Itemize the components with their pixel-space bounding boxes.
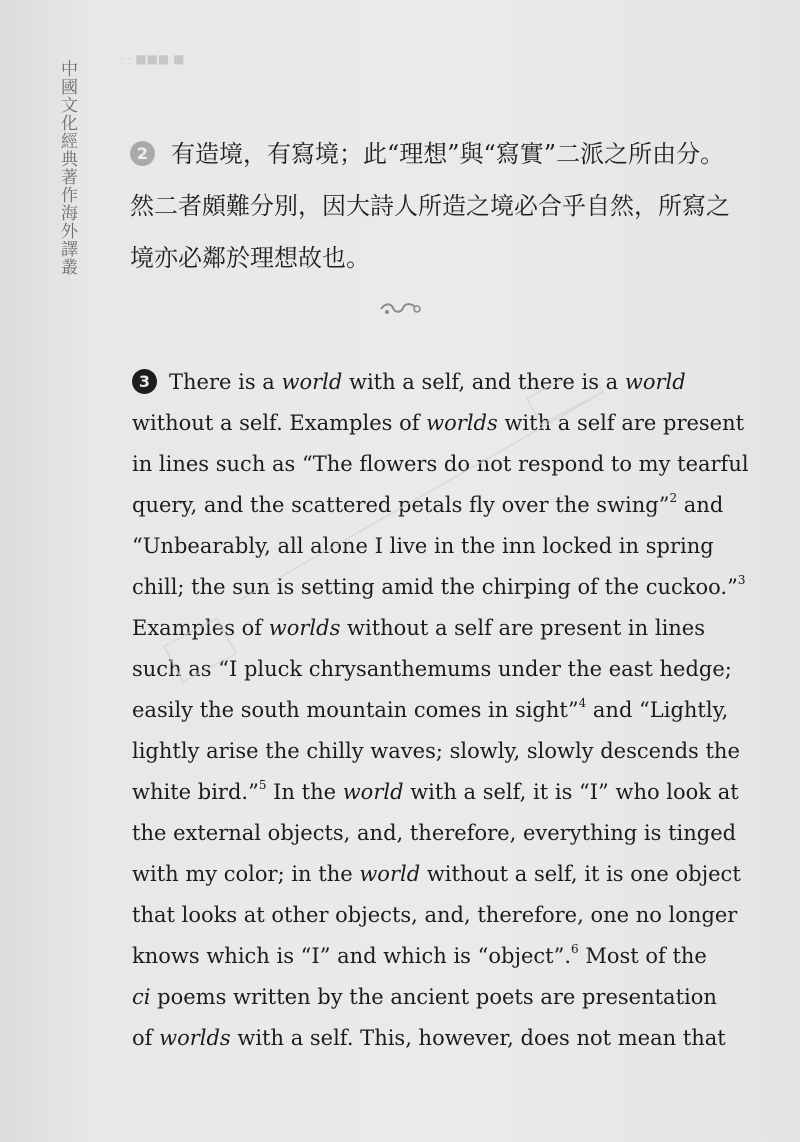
en-line (132, 567, 772, 608)
italic-term: world (281, 370, 343, 394)
series-title-vertical: 中國文化經典著作海外譯叢 (57, 60, 77, 276)
footnote-ref: 5 (258, 778, 267, 792)
text-run: without a self are present in lines (340, 616, 706, 640)
text-run: such as “I pluck chrysanthemums under the east hedge; (132, 657, 732, 681)
italic-term: worlds (426, 411, 498, 435)
text-run: lightly arise the chilly waves; slowly, slowly descends the (132, 739, 740, 763)
en-line (132, 772, 772, 813)
text-run: “Unbearably, all alone I live in the inn locked in spring (132, 534, 714, 558)
footnote-ref: 2 (669, 491, 678, 505)
footnote-ref: 6 (571, 942, 579, 956)
italic-term: world (359, 862, 421, 886)
text-run: Most of the (578, 944, 707, 968)
text-run: and (677, 493, 724, 517)
italic-term: worlds (159, 1026, 231, 1050)
en-line (132, 895, 772, 936)
text-run: query, and the scattered petals fly over the swing” (132, 493, 670, 517)
en-line (132, 854, 772, 895)
en-line (132, 1018, 772, 1059)
en-line (132, 977, 772, 1018)
text-run: There is a (169, 370, 282, 394)
cn-line-text: 有造境，有寫境；此“理想”與“寫實”二派之所由分。 (171, 140, 725, 168)
running-header: · · ■■■ ■ (120, 52, 185, 66)
section-2-chinese-text (130, 128, 770, 284)
text-run: in lines such as “The flowers do not respond to my tearful (132, 452, 749, 476)
cn-line: 境亦必鄰於理想故也。 (130, 244, 370, 272)
en-line (132, 444, 772, 485)
en-line (132, 526, 772, 567)
italic-term: worlds (268, 616, 341, 640)
en-line (132, 936, 772, 977)
text-run: easily the south mountain comes in sight” (132, 698, 579, 722)
section-number-badge: 2 (130, 141, 155, 166)
text-run: with a self, it is “I” who look at (403, 780, 739, 804)
section-number-badge: 3 (132, 369, 157, 394)
en-line (132, 362, 772, 403)
footnote-ref: 4 (578, 696, 587, 710)
italic-term: world (342, 780, 404, 804)
text-run: with a self are present (497, 411, 745, 435)
text-run: with a self, and there is a (342, 370, 625, 394)
text-run: poems written by the ancient poets are presentation (150, 985, 717, 1009)
en-line (132, 690, 772, 731)
text-run: chill; the sun is setting amid the chirping of the cuckoo.” (132, 575, 738, 599)
en-line (132, 649, 772, 690)
text-run: without a self. Examples of (132, 411, 427, 435)
en-line (132, 403, 772, 444)
text-run: with my color; in the (132, 862, 360, 886)
scroll-ornament-icon (400, 300, 423, 322)
italic-term: ci (132, 985, 151, 1009)
text-run: with a self. This, however, does not mean that (230, 1026, 726, 1050)
en-line (132, 485, 772, 526)
cn-line (130, 128, 770, 180)
text-run: that looks at other objects, and, therefore, one no longer (132, 903, 738, 927)
section-3-english-text (132, 362, 772, 1059)
footnote-ref: 3 (737, 573, 746, 587)
cn-line: 然二者頗難分別，因大詩人所造之境必合乎自然，所寫之 (130, 192, 730, 220)
text-run: without a self, it is one object (420, 862, 741, 886)
text-run: Examples of (132, 616, 269, 640)
en-line (132, 608, 772, 649)
text-run: white bird.” (132, 780, 259, 804)
text-run: and “Lightly, (586, 698, 729, 722)
text-run: knows which is “I” and which is “object”. (132, 944, 571, 968)
text-run: the external objects, and, therefore, everything is tinged (132, 821, 737, 845)
text-run: of (132, 1026, 160, 1050)
italic-term: world (624, 370, 686, 394)
en-line (132, 813, 772, 854)
text-run: In the (266, 780, 343, 804)
en-line (132, 731, 772, 772)
